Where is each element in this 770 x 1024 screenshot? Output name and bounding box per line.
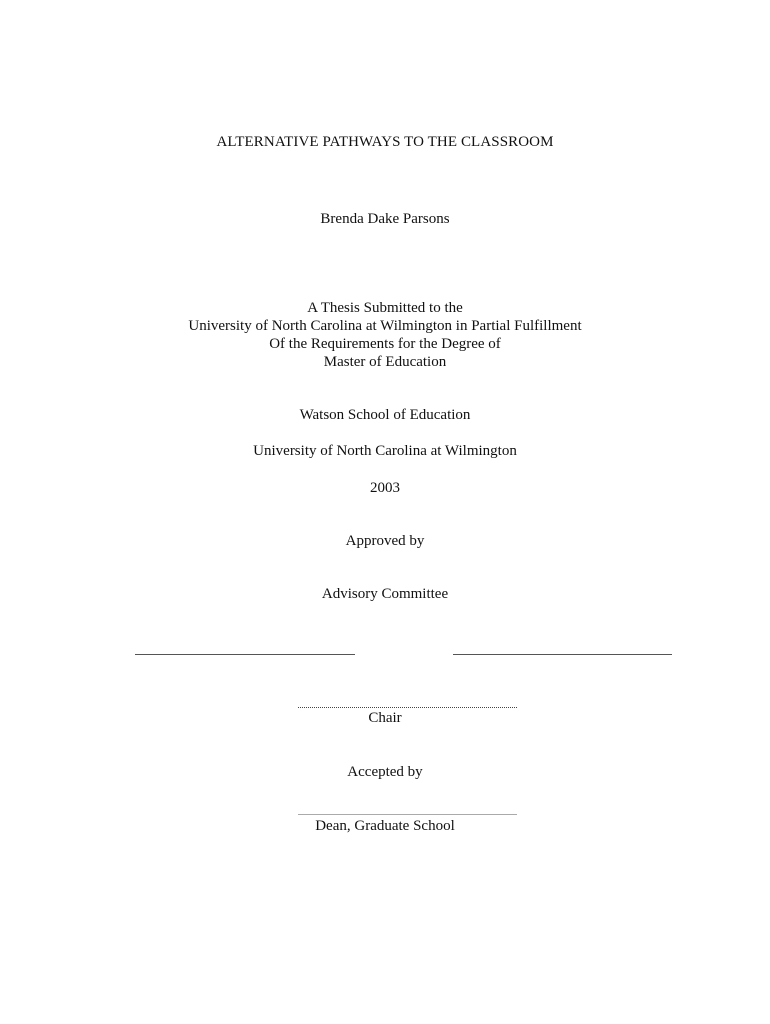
submission-line-4: Master of Education bbox=[323, 354, 447, 370]
thesis-title: ALTERNATIVE PATHWAYS TO THE CLASSROOM bbox=[216, 134, 554, 150]
submission-year: 2003 bbox=[370, 480, 400, 496]
dean-label: Dean, Graduate School bbox=[315, 818, 455, 834]
submission-line-2: University of North Carolina at Wilmington in Partial Fulfillment bbox=[188, 318, 582, 334]
chair-label: Chair bbox=[368, 710, 402, 726]
advisory-committee-label: Advisory Committee bbox=[321, 586, 449, 602]
submission-line-1: A Thesis Submitted to the bbox=[307, 300, 463, 316]
author-name: Brenda Dake Parsons bbox=[320, 211, 450, 227]
accepted-by-label: Accepted by bbox=[347, 764, 423, 780]
dean-signature-line bbox=[298, 814, 517, 815]
school-name: Watson School of Education bbox=[299, 407, 471, 423]
approved-by-label: Approved by bbox=[345, 533, 425, 549]
committee-signature-line-left bbox=[135, 654, 355, 655]
submission-line-3: Of the Requirements for the Degree of bbox=[269, 336, 501, 352]
university-name: University of North Carolina at Wilmington bbox=[253, 443, 517, 459]
committee-signature-line-right bbox=[453, 654, 672, 655]
chair-signature-line bbox=[298, 707, 517, 708]
